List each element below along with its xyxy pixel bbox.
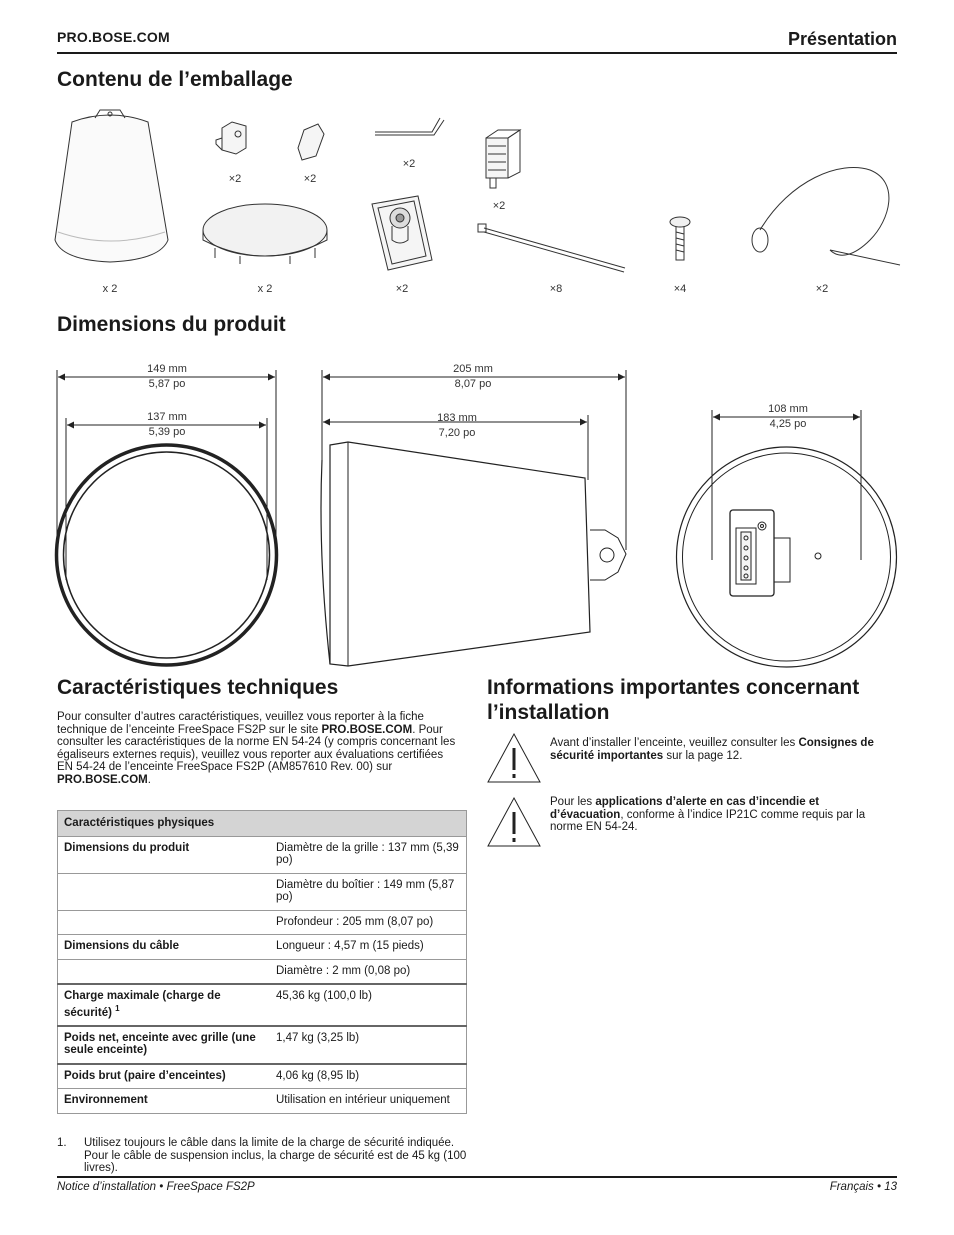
section-title: Présentation bbox=[787, 29, 897, 49]
qty-bracket: ×2 bbox=[228, 173, 242, 185]
spec-value: Diamètre du boîtier : 149 mm (5,87 po) bbox=[270, 873, 467, 910]
dim-back-in: 4,25 po bbox=[769, 418, 807, 430]
footnote-number: 1. bbox=[57, 1137, 67, 1149]
dim-front-outer bbox=[122, 362, 212, 392]
table-row bbox=[58, 984, 467, 1026]
safety-instructions-link[interactable]: Consignes de sécurité importantes bbox=[550, 737, 874, 762]
install-title: Informations importantes concernant l’installation bbox=[487, 676, 860, 724]
dim-front-outer-mm: 149 mm bbox=[147, 363, 187, 375]
dim-back-mm: 108 mm bbox=[768, 403, 808, 415]
warn2-text: Pour les bbox=[550, 796, 596, 808]
specs-intro-text-3: . bbox=[147, 773, 151, 786]
spec-value: Profondeur : 205 mm (8,07 po) bbox=[270, 910, 467, 935]
site-header: PRO.BOSE.COM bbox=[57, 29, 170, 45]
spec-value: Longueur : 4,57 m (15 pieds) bbox=[270, 935, 467, 960]
footnote-text: Utilisez toujours le câble dans la limite de la charge de sécurité indiquée. Pour le câble de suspension inclus, la charge de sécurité est de 45 kg (100 livres). bbox=[84, 1137, 467, 1174]
warn1-page: sur la page 12. bbox=[663, 749, 743, 762]
footnote-ref: 1 bbox=[115, 1003, 120, 1013]
footnote bbox=[57, 1137, 467, 1175]
connector-illustration bbox=[486, 130, 520, 188]
package-illustrations bbox=[0, 100, 954, 280]
footer-doc-title: Notice d’installation • FreeSpace FS2P bbox=[57, 1181, 255, 1193]
tile-bracket-illustration bbox=[372, 196, 432, 270]
specs-intro bbox=[57, 711, 462, 786]
pro-bose-link-1[interactable]: PRO.BOSE.COM bbox=[321, 723, 413, 736]
dim-front-inner-in: 5,39 po bbox=[148, 426, 186, 438]
clip-illustration bbox=[298, 124, 324, 160]
spec-key-text: Charge maximale (charge de sécurité) bbox=[64, 990, 221, 1019]
dim-front-inner-mm: 137 mm bbox=[147, 411, 187, 423]
grille-illustration bbox=[203, 204, 327, 264]
table-row bbox=[58, 1064, 467, 1089]
spec-value: Utilisation en intérieur uniquement bbox=[270, 1089, 467, 1114]
warn1-text: Avant d’installer l’enceinte, veuillez consulter les bbox=[550, 737, 799, 749]
qty-tile-bracket: ×2 bbox=[395, 283, 409, 295]
table-row bbox=[58, 910, 467, 935]
hex-key-illustration bbox=[375, 118, 444, 135]
specs-table bbox=[57, 810, 467, 1114]
warn2-emphasis: applications d’alerte en cas d’incendie et d’évacuation bbox=[550, 796, 820, 821]
screw-illustration bbox=[670, 217, 690, 260]
qty-connector: ×2 bbox=[492, 200, 506, 212]
table-row bbox=[58, 935, 467, 960]
dim-front-inner bbox=[122, 410, 212, 440]
specs-title: Caractéristiques techniques bbox=[57, 676, 339, 699]
header-rule bbox=[57, 52, 897, 54]
specs-table-header: Caractéristiques physiques bbox=[58, 811, 467, 837]
qty-screw: ×4 bbox=[673, 283, 687, 295]
dimensions-title: Dimensions du produit bbox=[57, 313, 286, 336]
dim-back bbox=[743, 402, 833, 432]
warning-icon bbox=[486, 796, 542, 848]
spec-value: 1,47 kg (3,25 lb) bbox=[270, 1026, 467, 1064]
dim-side-outer-mm: 205 mm bbox=[453, 363, 493, 375]
footer-page-number: Français • 13 bbox=[829, 1181, 897, 1193]
package-title: Contenu de l’emballage bbox=[57, 68, 293, 91]
dim-side-inner-mm: 183 mm bbox=[437, 412, 477, 424]
warning-text-safety bbox=[550, 737, 880, 762]
cable-tie-illustration bbox=[478, 224, 625, 272]
qty-hex-key: ×2 bbox=[402, 158, 416, 170]
speaker-illustration bbox=[55, 110, 168, 262]
spec-key bbox=[58, 959, 271, 984]
dim-side-inner bbox=[412, 411, 502, 441]
dim-side-outer-in: 8,07 po bbox=[454, 378, 492, 390]
spec-key bbox=[58, 910, 271, 935]
table-row bbox=[58, 836, 467, 873]
qty-cable-tie: ×8 bbox=[549, 283, 563, 295]
table-row bbox=[58, 1089, 467, 1114]
table-row bbox=[58, 873, 467, 910]
qty-safety-cable: ×2 bbox=[815, 283, 829, 295]
safety-cable-illustration bbox=[752, 168, 900, 266]
footer-rule bbox=[57, 1176, 897, 1178]
spec-key: Dimensions du câble bbox=[58, 935, 271, 960]
warning-icon bbox=[486, 732, 542, 784]
bracket-illustration bbox=[216, 122, 246, 154]
dim-side-outer bbox=[428, 362, 518, 392]
spec-value: 45,36 kg (100,0 lb) bbox=[270, 984, 467, 1026]
spec-value: Diamètre : 2 mm (0,08 po) bbox=[270, 959, 467, 984]
spec-key: Environnement bbox=[58, 1089, 271, 1114]
back-view-drawing bbox=[677, 410, 897, 667]
spec-key bbox=[58, 873, 271, 910]
warn2-text-end: , conforme à l’indice IP21C comme requis par la norme EN 54-24. bbox=[550, 808, 866, 833]
qty-grille: x 2 bbox=[257, 283, 273, 295]
spec-key: Dimensions du produit bbox=[58, 836, 271, 873]
warning-text-fire bbox=[550, 796, 880, 834]
dim-side-inner-in: 7,20 po bbox=[438, 427, 476, 439]
spec-key bbox=[58, 984, 271, 1026]
pro-bose-link-2[interactable]: PRO.BOSE.COM bbox=[57, 773, 148, 786]
spec-key: Poids brut (paire d’enceintes) bbox=[58, 1064, 271, 1089]
specs-intro-text-1: Pour consulter d’autres caractéristiques, veuillez vous reporter à la fiche technique de l’enceinte FreeSpace FS2P sur le site bbox=[57, 711, 424, 736]
spec-value: Diamètre de la grille : 137 mm (5,39 po) bbox=[270, 836, 467, 873]
spec-value: 4,06 kg (8,95 lb) bbox=[270, 1064, 467, 1089]
qty-clip: ×2 bbox=[303, 173, 317, 185]
qty-speaker: x 2 bbox=[102, 283, 118, 295]
table-row bbox=[58, 959, 467, 984]
dim-front-outer-in: 5,87 po bbox=[148, 378, 186, 390]
table-row bbox=[58, 1026, 467, 1064]
specs-intro-text-2: . Pour consulter les caractéristiques de la norme EN 54-24 (y compris concernant les égaliseurs externes requis), veuillez vous reporter aux évaluations certifiées EN 54-24 de l’enceinte FreeSpace FS2P (AM857610 Rev. 00) sur bbox=[57, 723, 456, 773]
spec-key: Poids net, enceinte avec grille (une seule enceinte) bbox=[58, 1026, 271, 1064]
